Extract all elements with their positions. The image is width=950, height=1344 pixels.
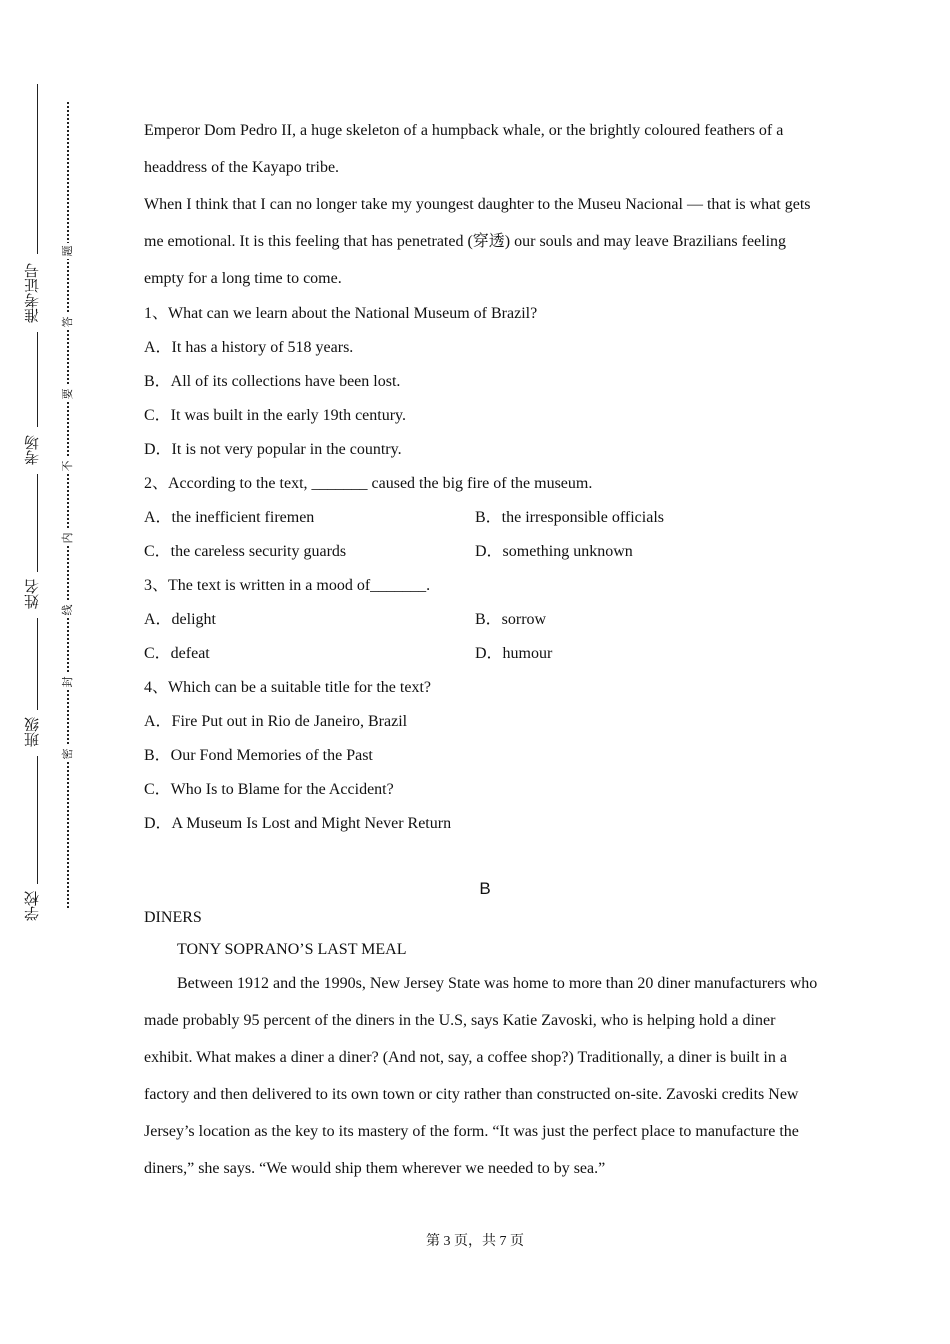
seal-warning-char: 内 xyxy=(60,530,76,546)
answer-option: B．All of its collections have been lost. xyxy=(144,373,401,390)
binding-rule xyxy=(37,84,38,254)
seal-warning-char: 要 xyxy=(60,386,76,402)
answer-option: B．Our Fond Memories of the Past xyxy=(144,747,373,764)
answer-option: C．defeat xyxy=(144,645,210,662)
binding-rule xyxy=(37,474,38,572)
class-label: 班级 xyxy=(23,717,41,747)
answer-option: D．A Museum Is Lost and Might Never Return xyxy=(144,815,452,832)
answer-option: C．It was built in the early 19th century. xyxy=(144,407,407,424)
section-subheading: TONY SOPRANO’S LAST MEAL xyxy=(177,941,407,958)
seal-warning-char: 线 xyxy=(60,602,76,618)
binding-rule xyxy=(37,618,38,710)
answer-option: A．delight xyxy=(144,611,216,628)
answer-option: D．something unknown xyxy=(475,543,633,560)
question-stem: 2、According to the text, _______ caused the big fire of the museum. xyxy=(144,475,593,492)
passage-paragraph: Emperor Dom Pedro II, a huge skeleton of a humpback whale, or the brightly coloured feathers of a headdress of the Kayapo tribe. xyxy=(144,122,784,176)
passage-paragraph: When I think that I can no longer take my youngest daughter to the Museu Nacional — that is what gets me emotional. It is this feeling that has penetrated (穿透) our souls and may leave Brazilians feeling empty for a long time to come. xyxy=(144,196,811,287)
seal-warning-char: 题 xyxy=(60,243,76,259)
passage-paragraph: Between 1912 and the 1990s, New Jersey State was home to more than 20 diner manufacturers who made probably 95 percent of the diners in the U.S, says Katie Zavoski, who is helping hold a diner exhibit. What makes a diner a diner? (And not, say, a coffee shop?) Traditionally, a diner is built in a factory and then delivered to its own town or city rather than constructed on-site. Zavoski credits New Jersey’s location as the key to its mastery of the form. “It was just the perfect place to manufacture the diners,” she says. “We would ship them wherever we needed to by sea.” xyxy=(144,975,818,1177)
question-stem: 3、The text is written in a mood of_______. xyxy=(144,577,431,594)
options-row xyxy=(144,501,824,535)
page-content xyxy=(144,112,824,1187)
options-row xyxy=(144,637,824,671)
answer-option: A．the inefficient firemen xyxy=(144,509,315,526)
binding-rule xyxy=(37,332,38,427)
answer-option: A．Fire Put out in Rio de Janeiro, Brazil xyxy=(144,713,408,730)
question-stem: 4、Which can be a suitable title for the text? xyxy=(144,679,432,696)
school-label: 学校 xyxy=(23,891,41,921)
answer-option: B．the irresponsible officials xyxy=(475,509,665,526)
question-stem: 1、What can we learn about the National Museum of Brazil? xyxy=(144,305,538,322)
answer-option: C．Who Is to Blame for the Accident? xyxy=(144,781,394,798)
section-heading: DINERS xyxy=(144,909,202,926)
answer-option: D．It is not very popular in the country. xyxy=(144,441,402,458)
seal-warning-char: 答 xyxy=(60,314,76,330)
options-row xyxy=(144,603,824,637)
seal-warning-char: 密 xyxy=(60,746,76,762)
binding-rule xyxy=(37,756,38,884)
binding-margin xyxy=(0,0,74,1344)
seal-warning-char: 不 xyxy=(60,458,76,474)
exam-room-label: 考场 xyxy=(23,435,41,465)
seal-warning-char: 封 xyxy=(60,674,76,690)
answer-option: C．the careless security guards xyxy=(144,543,347,560)
section-letter: B xyxy=(479,879,491,898)
name-label: 姓名 xyxy=(23,579,41,609)
page-number: 第 3 页，共 7 页 xyxy=(426,1234,524,1249)
answer-option: D．humour xyxy=(475,645,553,662)
exam-number-label: 准考证号 xyxy=(23,263,41,323)
answer-option: B．sorrow xyxy=(475,611,547,628)
options-row xyxy=(144,535,824,569)
seal-dotted-line xyxy=(67,102,69,908)
answer-option: A．It has a history of 518 years. xyxy=(144,339,354,356)
